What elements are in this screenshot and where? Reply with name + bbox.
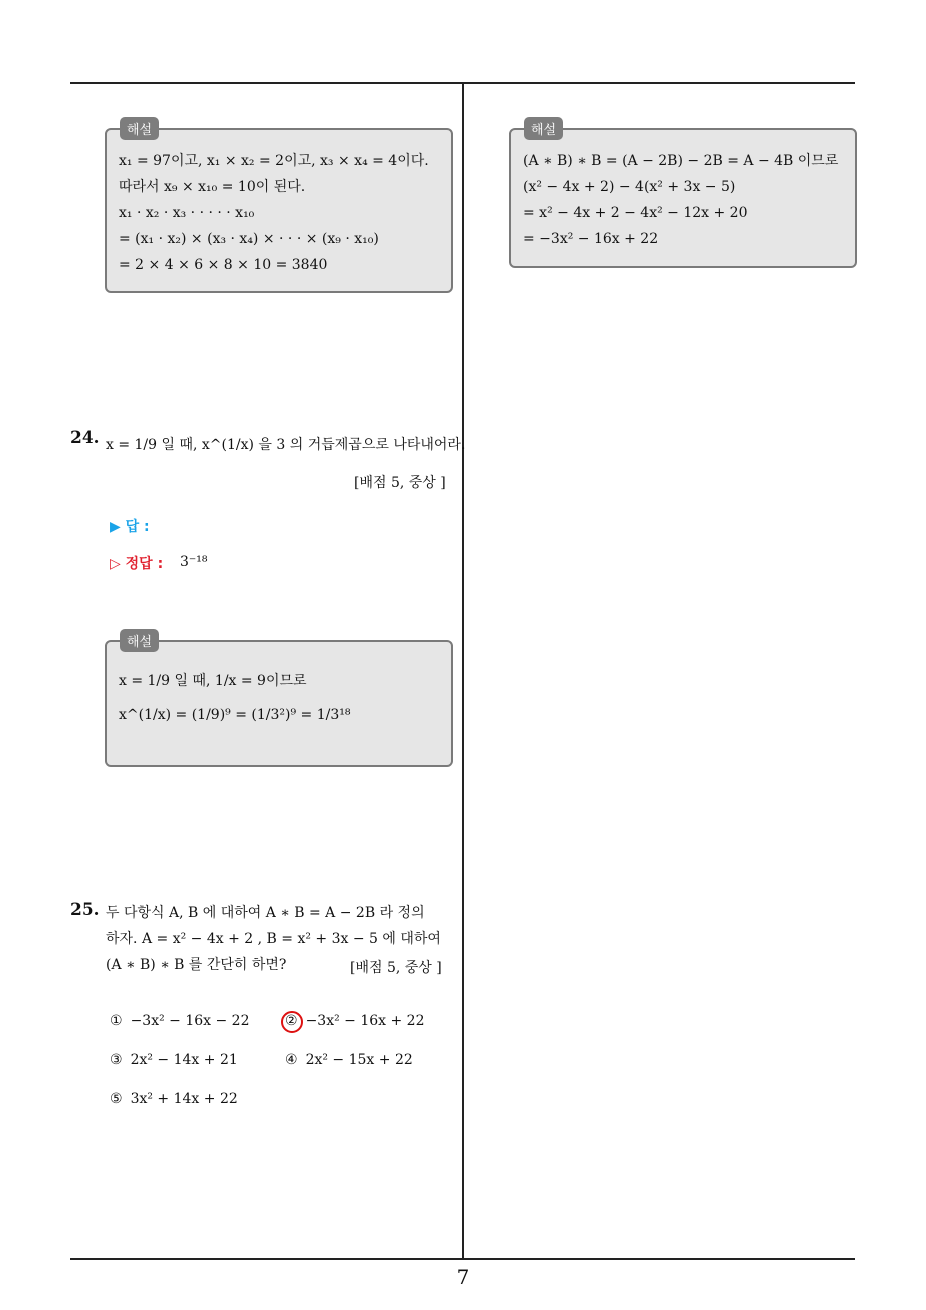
- solution-line: = x² − 4x + 2 − 4x² − 12x + 20: [523, 205, 748, 221]
- solution-box-23: [105, 123, 453, 293]
- choice-text: −3x² − 16x + 22: [305, 1013, 425, 1029]
- solution-tag: 해설: [120, 629, 159, 652]
- choice-number: ⑤: [110, 1091, 123, 1107]
- question-text-24: x = 1/9 일 때, x^(1/x) 을 3 의 거듭제곱으로 나타내어라.: [106, 437, 466, 453]
- choice-4[interactable]: [285, 1052, 413, 1068]
- solution-line: x^(1/x) = (1/9)⁹ = (1/3²)⁹ = 1/3¹⁸: [119, 707, 351, 723]
- answer-label: ▶ 답 :: [110, 519, 150, 535]
- solution-line: = 2 × 4 × 6 × 8 × 10 = 3840: [119, 257, 328, 273]
- choice-text: 3x² + 14x + 22: [130, 1091, 238, 1107]
- bottom-rule: [70, 1258, 855, 1260]
- page-number: 7: [456, 1265, 470, 1289]
- choice-5[interactable]: [110, 1091, 238, 1107]
- solution-line: = (x₁ · x₂) × (x₃ · x₄) × · · · × (x₉ · x₁₀): [119, 231, 379, 247]
- question-text-25-line1: 두 다항식 A, B 에 대하여 A ∗ B = A − 2B 라 정의: [106, 905, 425, 921]
- solution-box-25: [509, 123, 857, 268]
- question-text-25-line2: 하자. A = x² − 4x + 2 , B = x² + 3x − 5 에 대하여: [106, 931, 441, 947]
- column-divider: [462, 82, 464, 1259]
- choice-2[interactable]: [285, 1013, 425, 1029]
- question-number-24: 24.: [70, 428, 100, 448]
- solution-line: (x² − 4x + 2) − 4(x² + 3x − 5): [523, 179, 736, 195]
- choice-number: ①: [110, 1013, 123, 1029]
- choice-text: −3x² − 16x − 22: [130, 1013, 250, 1029]
- correct-answer-label: ▷ 정답 :: [110, 556, 164, 572]
- choice-text: 2x² − 14x + 21: [130, 1052, 238, 1068]
- score-label-24: [배점 5, 중상 ]: [354, 475, 446, 491]
- question-text-25-line3: (A ∗ B) ∗ B 를 간단히 하면?: [106, 957, 287, 973]
- choice-number: ③: [110, 1052, 123, 1068]
- choice-3[interactable]: [110, 1052, 238, 1068]
- solution-line: = −3x² − 16x + 22: [523, 231, 659, 247]
- solution-line: x₁ · x₂ · x₃ · · · · · x₁₀: [119, 205, 255, 221]
- choice-1[interactable]: [110, 1013, 250, 1029]
- solution-line: x₁ = 97이고, x₁ × x₂ = 2이고, x₃ × x₄ = 4이다.: [119, 153, 429, 169]
- solution-line: x = 1/9 일 때, 1/x = 9이므로: [119, 673, 307, 689]
- choice-text: 2x² − 15x + 22: [305, 1052, 413, 1068]
- solution-line: (A ∗ B) ∗ B = (A − 2B) − 2B = A − 4B 이므로: [523, 153, 839, 169]
- correct-answer-value: 3⁻¹⁸: [180, 554, 208, 570]
- solution-box-24: [105, 635, 453, 767]
- choice-number: ②: [285, 1013, 298, 1029]
- choice-number: ④: [285, 1052, 298, 1068]
- score-label-25: [배점 5, 중상 ]: [350, 960, 442, 976]
- question-number-25: 25.: [70, 900, 100, 920]
- solution-line: 따라서 x₉ × x₁₀ = 10이 된다.: [119, 179, 306, 195]
- solution-tag: 해설: [120, 117, 159, 140]
- selected-answer-mark: [281, 1011, 303, 1033]
- solution-tag: 해설: [524, 117, 563, 140]
